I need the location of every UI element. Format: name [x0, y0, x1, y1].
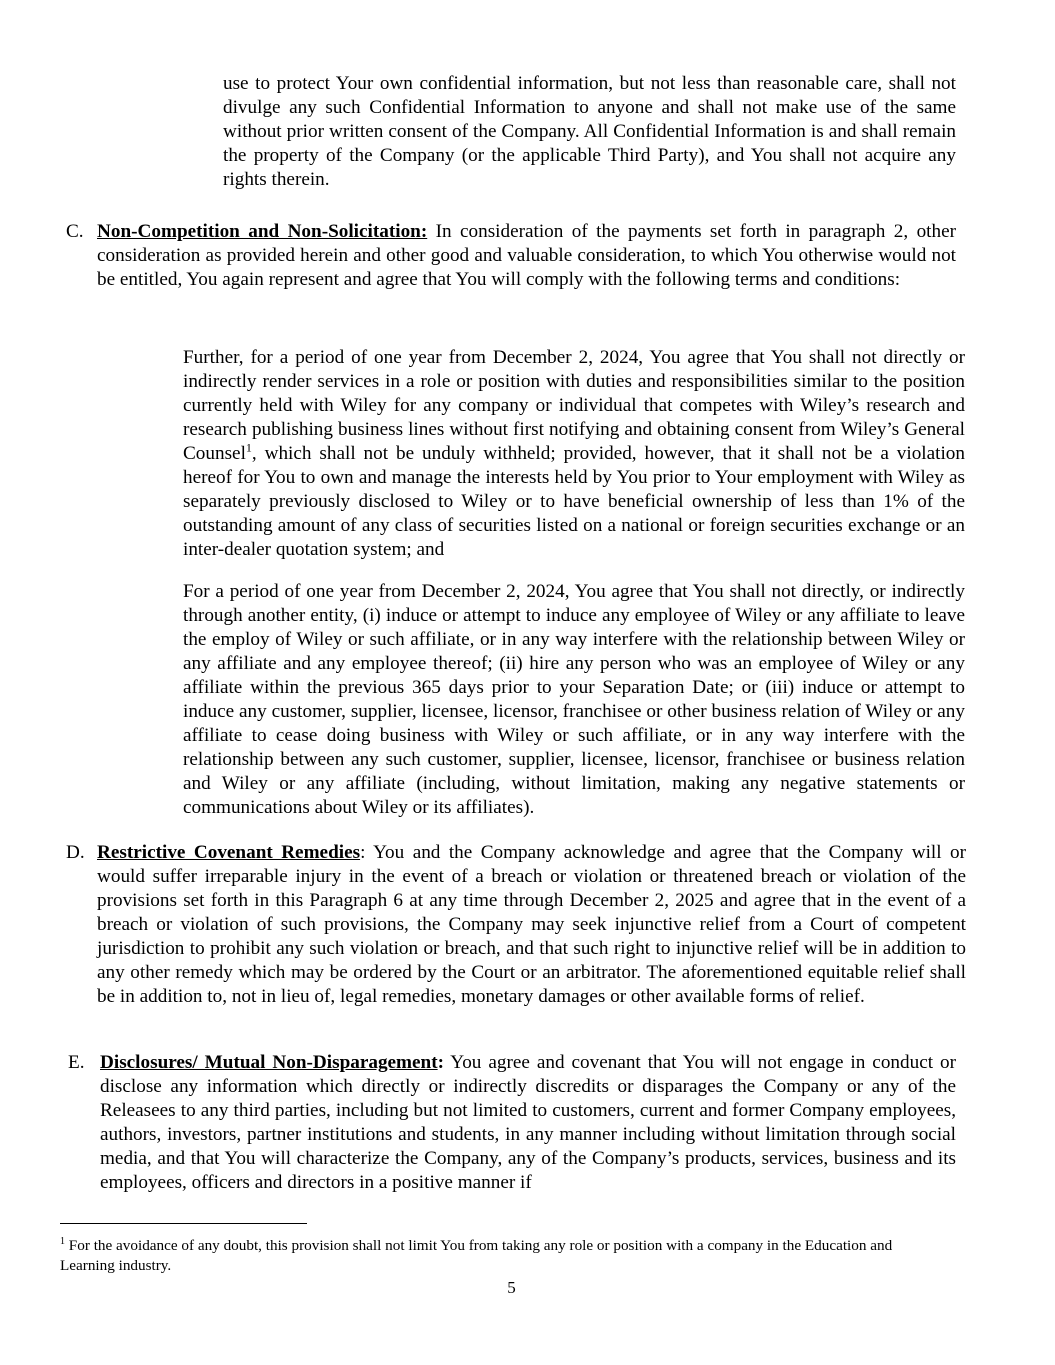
section-e-letter: E.: [68, 1052, 85, 1073]
section-c-heading: Non-Competition and Non-Solicitation:: [97, 221, 428, 242]
section-d-body: : You and the Company acknowledge and agree that the Company will or would suffer irreparable injury in the event of a breach or violation or threatened breach or violation of the provisions set forth in this Paragraph 6 at any time through December 2, 2025 and agree that in the event of a breach or violation of such provisions, the Company may seek injunctive relief from a Court of competent jurisdiction to prohibit any such violation or breach, and that such right to injunctive relief will be in addition to any other remedy which may be ordered by the Court or an arbitrator. The aforementioned equitable relief shall be in addition to, not in lieu of, legal remedies, monetary damages or other available forms of relief.: [97, 842, 966, 1007]
section-d-letter: D.: [66, 842, 85, 863]
footnote-divider: [60, 1223, 307, 1224]
page-number: 5: [507, 1278, 516, 1297]
footnote-marker: 1: [60, 1235, 65, 1247]
section-c-intro: [97, 220, 956, 292]
section-e-body: You agree and covenant that You will not engage in conduct or disclose any information which directly or indirectly discredits or disparages the Company or any of the Releasees to any third parties, including but not limited to customers, current and former Company employees, authors, investors, partner institutions and students, in any manner including without limitation through social media, and that You will characterize the Company, any of the Company’s products, services, business and its employees, officers and directors in a positive manner if: [100, 1052, 956, 1193]
section-e-heading-colon: :: [437, 1052, 445, 1073]
section-d-paragraph: [97, 841, 966, 1009]
non-compete-text-before-ref: Further, for a period of one year from December 2, 2024, You agree that You shall not directly or indirectly render services in a role or position with duties and responsibilities similar to the position currently held with Wiley for any company or individual that competes with Wiley’s research and research publishing business lines without first notifying and obtaining consent from Wiley’s General Counsel: [183, 347, 965, 464]
confidentiality-continuation: use to protect Your own confidential information, but not less than reasonable care, shall not divulge any such Confidential Information to anyone and shall not make use of the same without prior written consent of the Company. All Confidential Information is and shall remain the property of the Company (or the applicable Third Party), and You shall not acquire any rights therein.: [223, 73, 956, 190]
non-compete-text-after-ref: , which shall not be unduly withheld; provided, however, that it shall not be a violation hereof for You to own and manage the interests held by You prior to Your employment with Wiley as separately previously disclosed to Wiley or to have beneficial ownership of less than 1% of the outstanding amount of any class of securities listed on a national or foreign securities exchange or an inter-dealer quotation system; and: [183, 443, 965, 560]
section-c-body: In consideration of the payments set forth in paragraph 2, other consideration as provided herein and other good and valuable consideration, to which You otherwise would not be entitled, You again represent and agree that You will comply with the following terms and conditions:: [97, 221, 956, 290]
section-e-paragraph: [100, 1051, 956, 1195]
non-compete-paragraph: [183, 346, 965, 562]
non-solicit-paragraph: For a period of one year from December 2, 2024, You agree that You shall not directly, or indirectly through another entity, (i) induce or attempt to induce any employee of Wiley or any affiliate to leave the employ of Wiley or such affiliate, or in any way interfere with the relationship between Wiley or any affiliate and any employee thereof; (ii) hire any person who was an employee of Wiley or any affiliate within the previous 365 days prior to your Separation Date; or (iii) induce or attempt to induce any customer, supplier, licensee, licensor, franchisee or other business relation of Wiley or any affiliate to cease doing business with Wiley or such affiliate, or in any way interfere with the relationship between any such customer, supplier, licensee, licensor, franchisee or business relation and Wiley or any affiliate (including, without limitation, making any negative statements or communications about Wiley or its affiliates).: [183, 581, 965, 818]
section-d-heading: Restrictive Covenant Remedies: [97, 842, 361, 863]
footnote-text: For the avoidance of any doubt, this provision shall not limit You from taking any role or position with a company in the Education and Learning industry.: [60, 1237, 893, 1274]
section-e-heading: Disclosures/ Mutual Non-Disparagement: [100, 1052, 438, 1073]
footnote: [60, 1236, 940, 1276]
footnote-reference: 1: [245, 440, 252, 455]
section-c-letter: C.: [66, 221, 84, 242]
